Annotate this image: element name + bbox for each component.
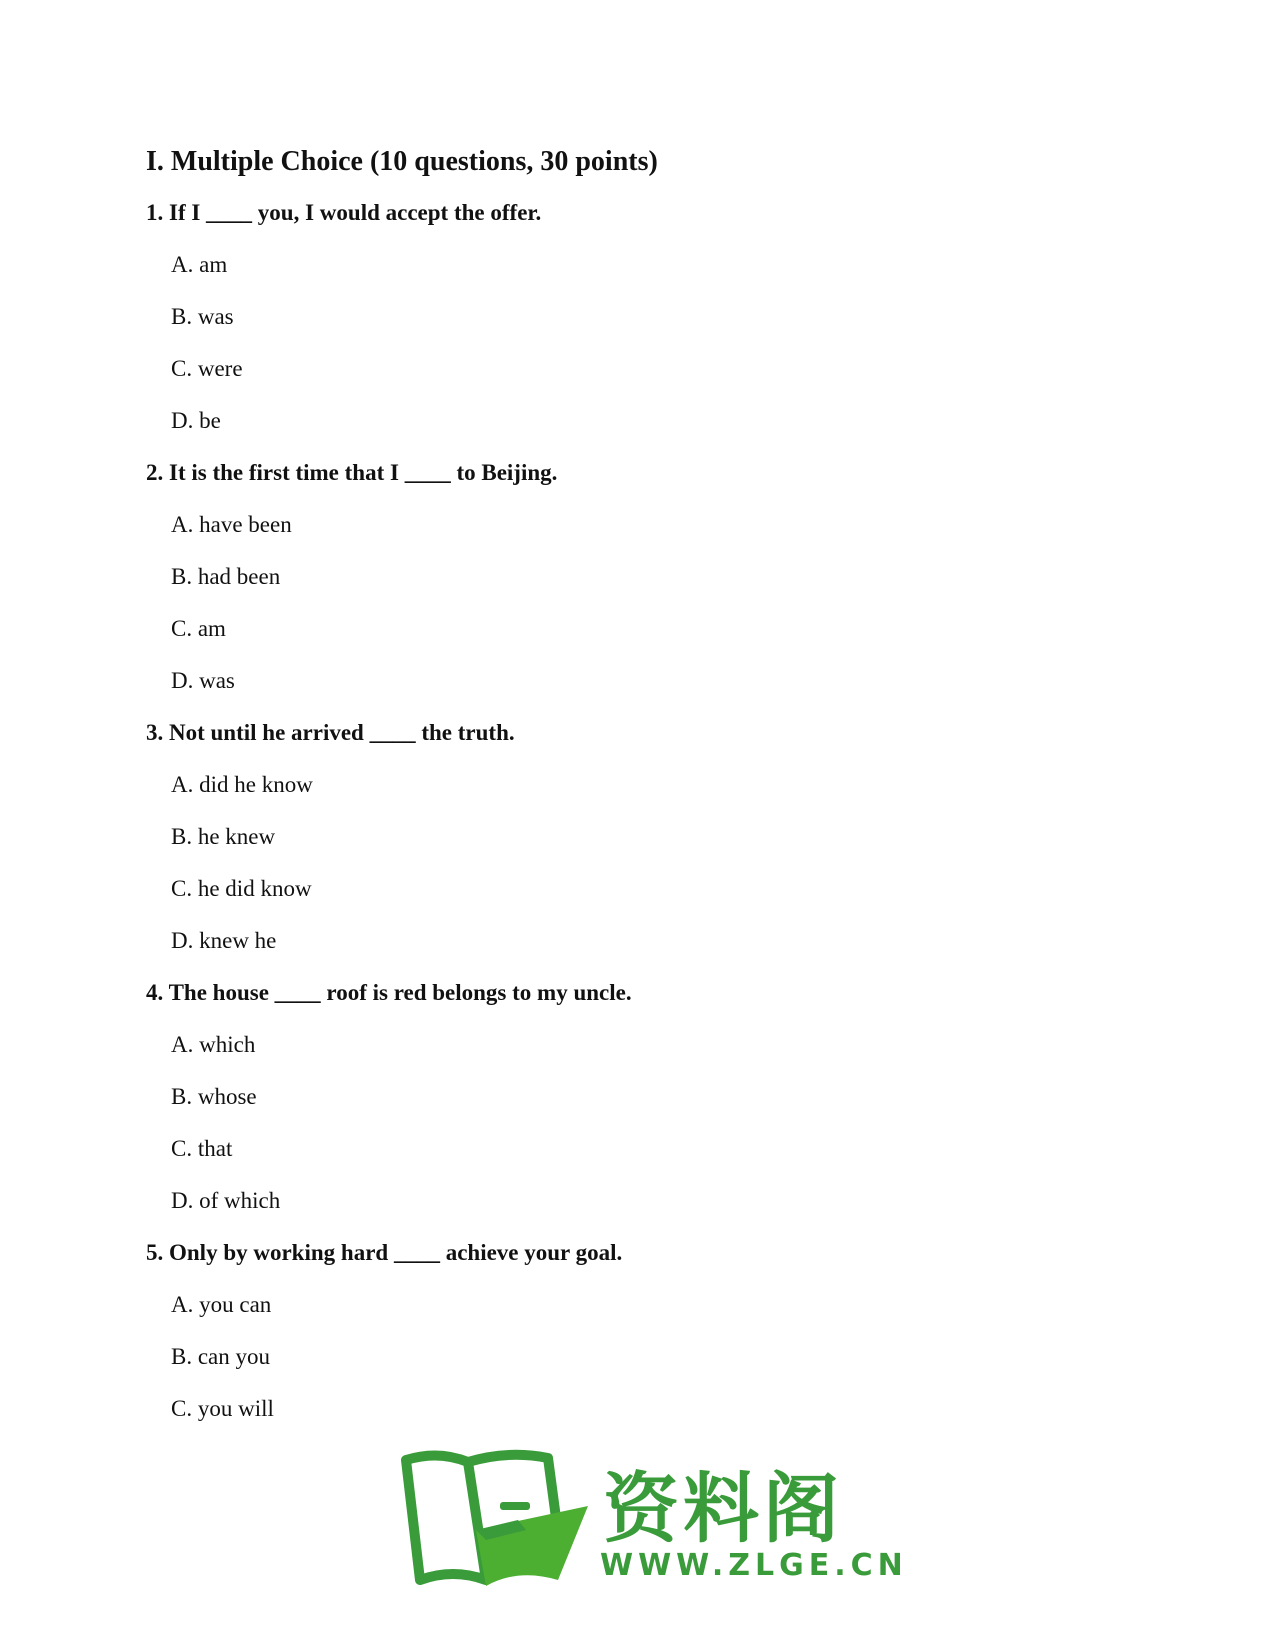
option-1c: C. were	[171, 356, 243, 381]
section-title: I. Multiple Choice (10 questions, 30 points)	[146, 146, 658, 177]
option-5c: C. you will	[171, 1396, 274, 1421]
option-4a: A. which	[171, 1032, 256, 1057]
watermark-name: 资料阁	[603, 1464, 843, 1553]
option-1a: A. am	[171, 252, 228, 277]
question-5: 5. Only by working hard ____ achieve your goal.	[146, 1240, 623, 1265]
option-3b: B. he knew	[171, 824, 276, 849]
option-2d: D. was	[171, 668, 235, 693]
watermark-url: WWW.ZLGE.CN	[600, 1548, 908, 1583]
option-5a: A. you can	[171, 1292, 272, 1317]
question-1: 1. If I ____ you, I would accept the offer.	[146, 200, 542, 225]
option-4d: D. of which	[171, 1188, 281, 1213]
option-1d: D. be	[171, 408, 221, 433]
option-3a: A. did he know	[171, 772, 313, 797]
question-2: 2. It is the first time that I ____ to Beijing.	[146, 460, 558, 485]
option-5b: B. can you	[171, 1344, 271, 1369]
option-3c: C. he did know	[171, 876, 312, 901]
option-2b: B. had been	[171, 564, 281, 589]
book-icon	[398, 1440, 598, 1600]
option-4c: C. that	[171, 1136, 233, 1161]
option-2c: C. am	[171, 616, 226, 641]
watermark-logo	[398, 1440, 908, 1600]
option-3d: D. knew he	[171, 928, 277, 953]
option-2a: A. have been	[171, 512, 292, 537]
question-3: 3. Not until he arrived ____ the truth.	[146, 720, 515, 745]
option-1b: B. was	[171, 304, 234, 329]
question-4: 4. The house ____ roof is red belongs to my uncle.	[146, 980, 632, 1005]
option-4b: B. whose	[171, 1084, 257, 1109]
